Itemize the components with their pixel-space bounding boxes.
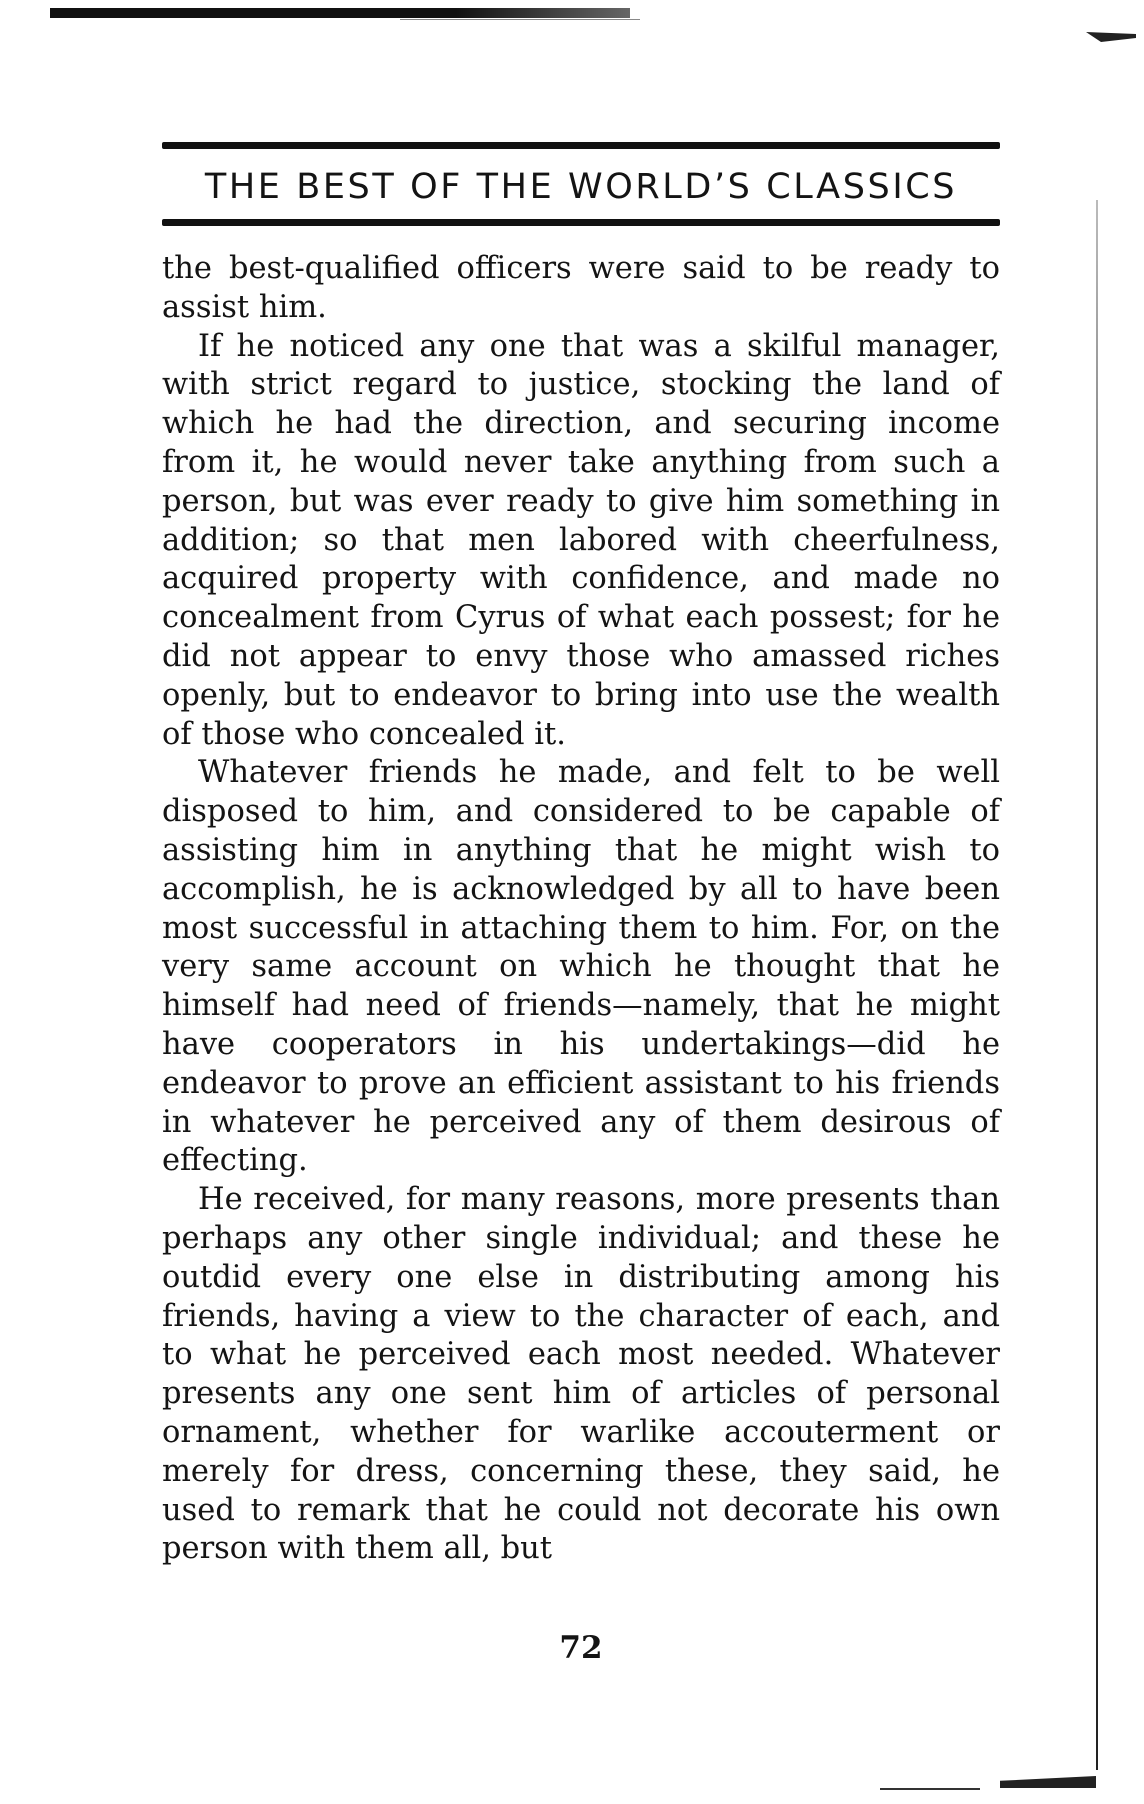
header-rule-bottom [162,219,1000,226]
running-title: THE BEST OF THE WORLD’S CLASSICS [204,167,958,207]
scan-edge-top-line [400,19,640,20]
book-page [162,142,1000,1666]
scan-mark-bottom-right [1000,1776,1096,1788]
paragraph-continuation: the best-qualified officers were said to be ready to assist him. [162,251,1000,325]
paragraph: He received, for many reasons, more presents than perhaps any other single individual; and these he outdid every one else in distributing among his friends, having a view to the character of each, and to what he perceived each most needed. Whatever presents any one sent him of articles of personal ornament, whether for warlike accouterment or merely for dress, concerning these, they said, he used to remark that he could not decorate his own person with them all, but [162,1182,1000,1567]
page-number: 72 [559,1630,603,1666]
scan-edge-bottom-line [880,1788,980,1790]
paragraph: Whatever friends he made, and felt to be well disposed to him, and considered to be capable of assisting him in anything that he might wish to accomplish, he is acknowledged by all to have been most successful in attaching them to him. For, on the very same account on which he thought that he himself had need of friends—namely, that he might have cooperators in his undertakings—did he endeavor to prove an efficient assistant to his friends in whatever he perceived any of them desirous of effecting. [162,755,1000,1179]
header-rule-top [162,142,1000,149]
scan-edge-top [50,8,630,18]
scan-mark-top-right [1086,32,1136,42]
paragraph: If he noticed any one that was a skilful manager, with strict regard to justice, stocking the land of which he had the direction, and securing income from it, he would never take anything from such a person, but was ever ready to give him something in addition; so that men labored with cheerfulness, acquired property with confidence, and made no concealment from Cyrus of what each possest; for he did not appear to envy those who amassed riches openly, but to endeavor to bring into use the wealth of those who concealed it. [162,328,1000,752]
scan-edge-right [1096,200,1098,1770]
body-text [162,250,1000,1569]
